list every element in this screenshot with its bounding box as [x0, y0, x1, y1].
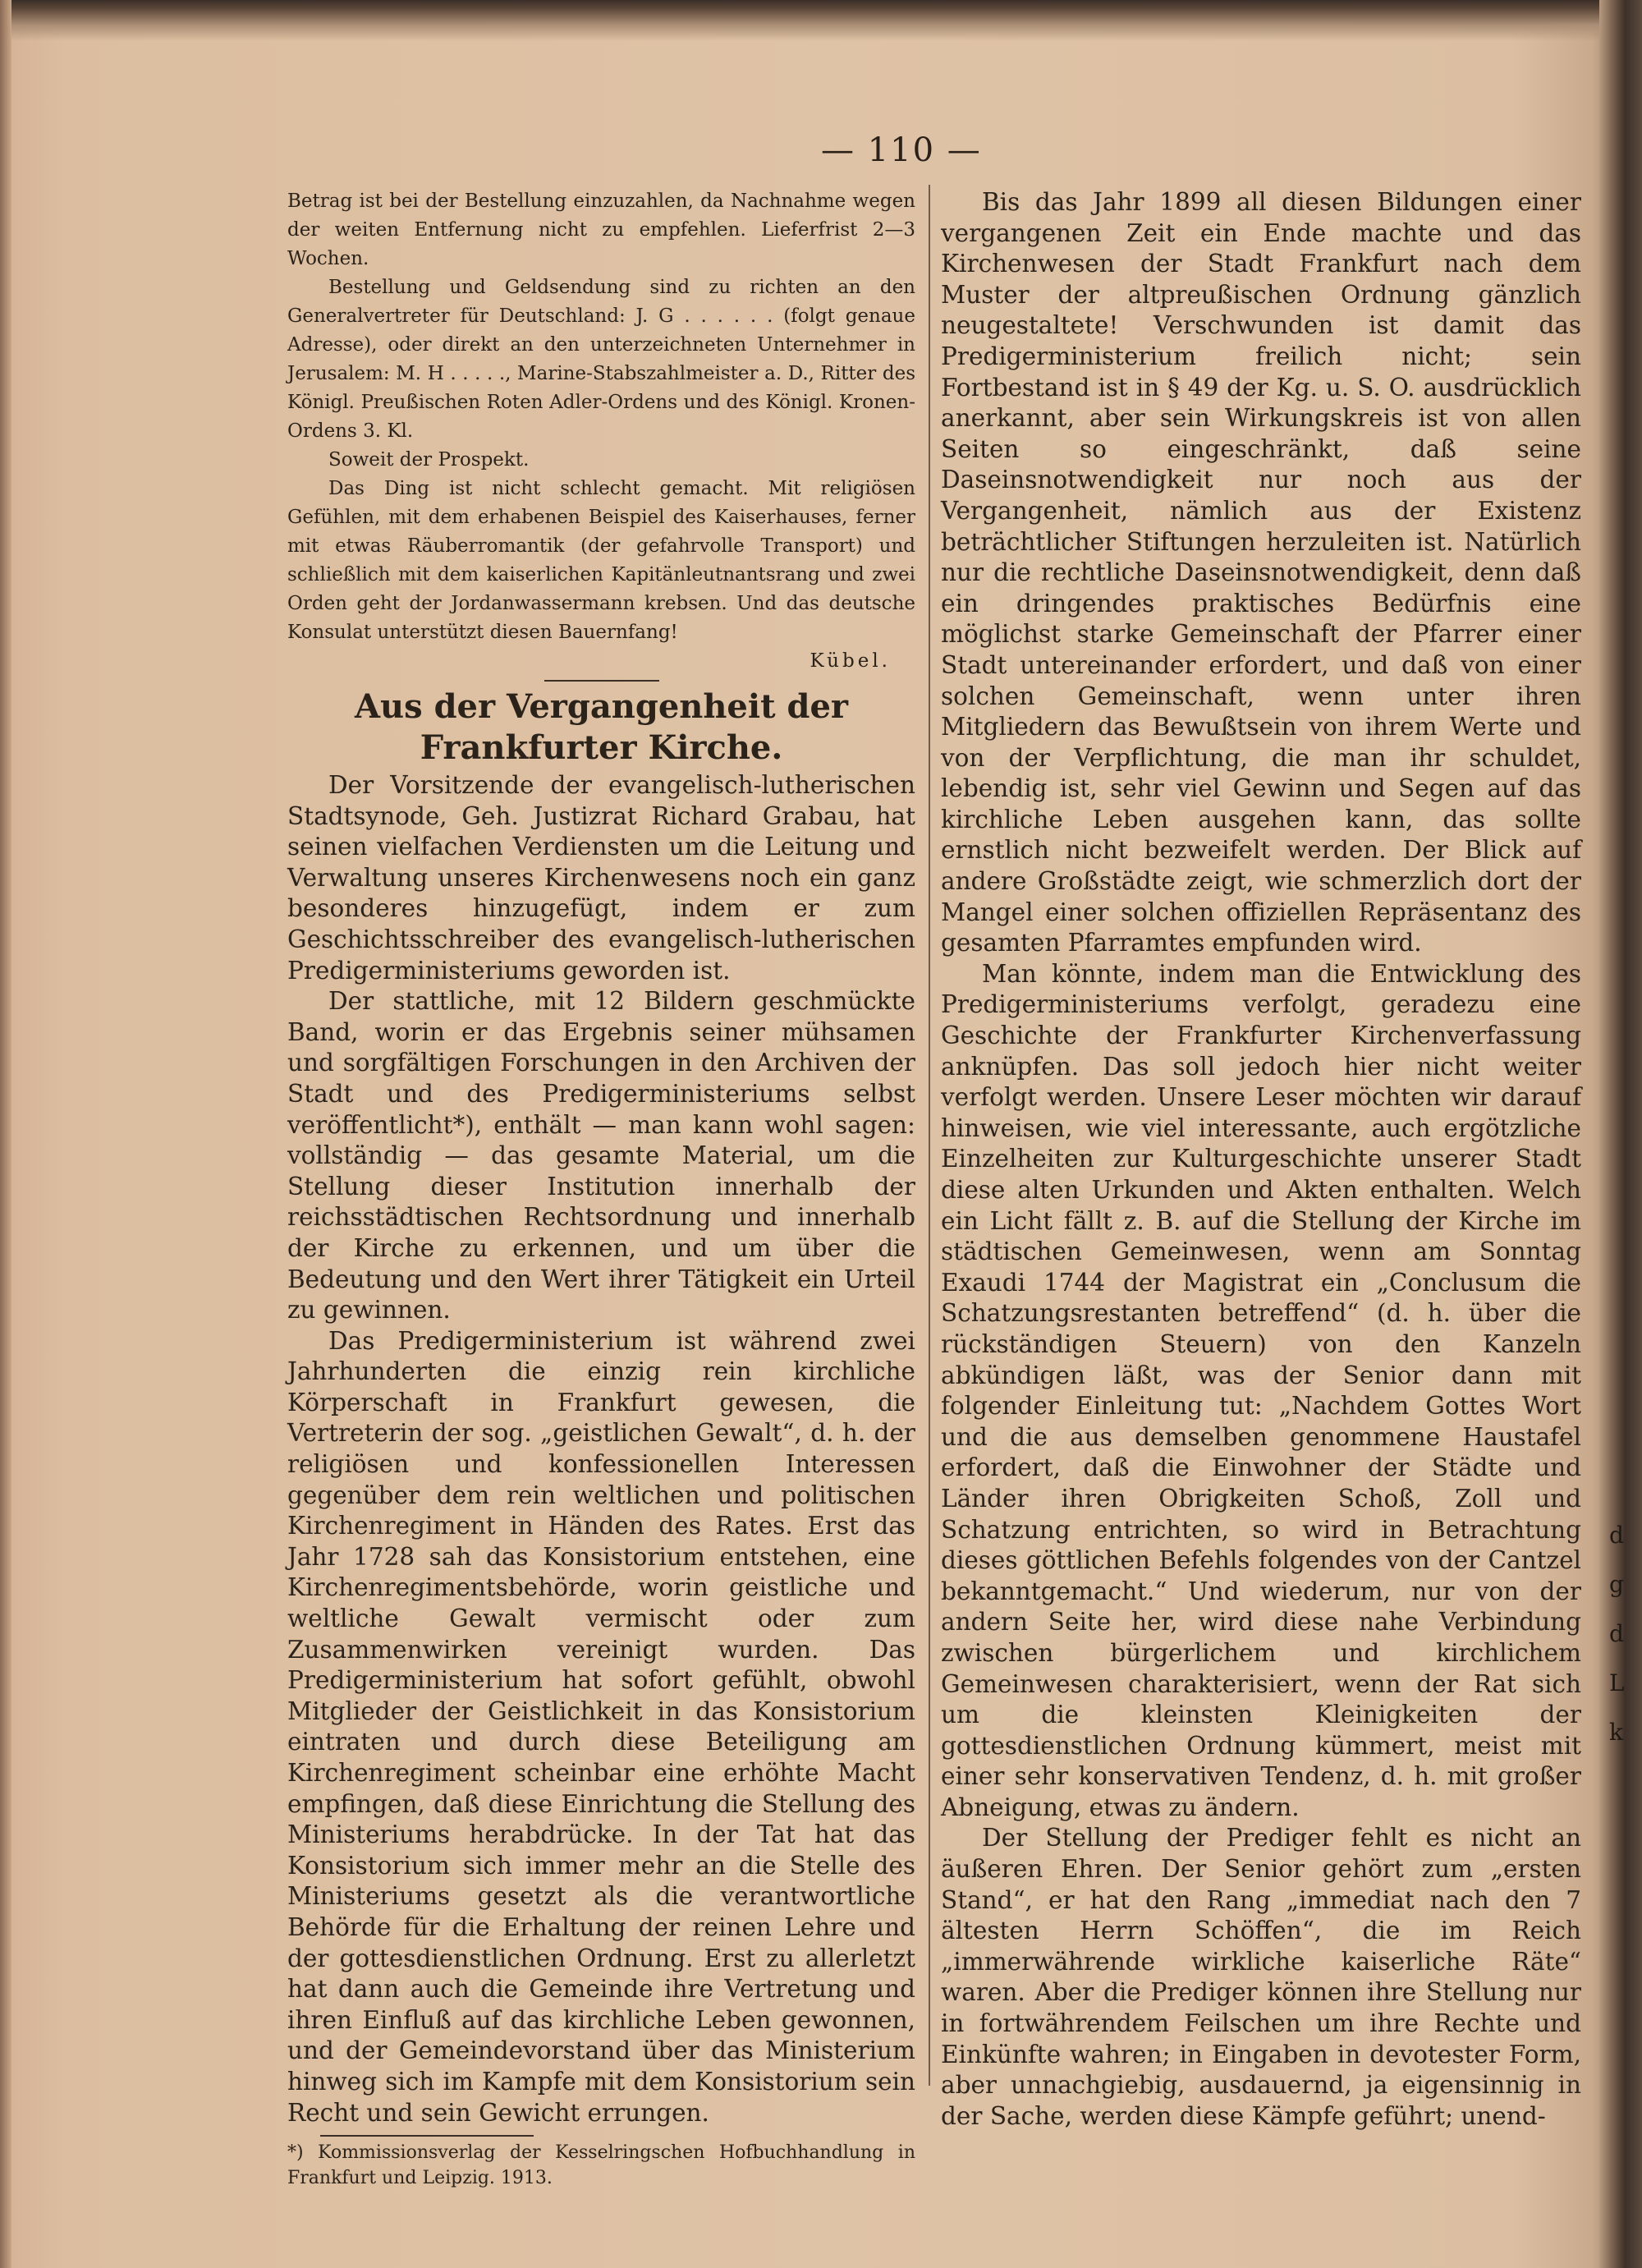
margin-fragment: d — [1609, 1522, 1624, 1549]
body-paragraph: Bis das Jahr 1899 all diesen Bildungen einer vergangenen Zeit ein Ende machte und das Kirchenwesen der Stadt Frankfurt nach dem Muster der altpreußischen Ordnung gänzlich neugestaltete! Verschwunden ist damit das Predigerministerium freilich nicht; sein Fortbestand ist in § 49 der Kg. u. S. O. ausdrücklich anerkannt, aber sein Wirkungskreis ist von allen Seiten so eingeschränkt, daß seine Daseinsnotwendigkeit nur noch aus der Vergangenheit, nämlich aus der Existenz beträchtlicher Stiftungen herzuleiten ist. Natürlich nur die rechtliche Daseinsnotwendigkeit, denn daß ein dringendes praktisches Bedürfnis eine möglichst starke Gemeinschaft der Pfarrer einer Stadt untereinander erfordert, und daß von einer solchen Gemeinschaft, wenn unter ihren Mitgliedern das Bewußtsein von ihrem Werte und von der Verpflichtung, die man ihr schuldet, lebendig ist, sehr viel Gewinn und Segen auf das kirchliche Leben ausgehen kann, das sollte ernstlich nicht bezweifelt werden. Der Blick auf andere Großstädte zeigt, wie schmerzlich dort der Mangel einer solchen offiziellen Repräsentanz des gesamten Pfarramtes empfunden wird. — [941, 188, 1581, 957]
body-paragraph: Der Vorsitzende der evangelisch-lutherischen Stadtsynode, Geh. Justizrat Richard Grabau, hat seinen vielfachen Verdiensten um die Leitung und Verwaltung unseres Kirchenwesens noch ein ganz besonderes hinzugefügt, indem er zum Geschichtsschreiber des evangelisch-lutherischen Predigerministeriums geworden ist. — [287, 771, 915, 985]
margin-fragment: k — [1609, 1719, 1623, 1746]
footnote-divider — [320, 2135, 534, 2137]
scan-top-edge — [0, 0, 1642, 41]
page-gutter-edge — [0, 0, 11, 2268]
margin-fragment: g — [1609, 1571, 1624, 1598]
column-divider — [929, 185, 930, 2086]
section-divider — [544, 680, 659, 682]
next-page-edge — [1599, 0, 1642, 2268]
intro-paragraph: Soweit der Prospekt. — [328, 449, 530, 471]
intro-paragraph: Betrag ist bei der Bestellung einzuzahlen, da Nachnahme wegen der weiten Entfernung nicht zu empfehlen. Lieferfrist 2—3 Wochen. — [287, 191, 915, 269]
body-paragraph: Der Stellung der Prediger fehlt es nicht an äußeren Ehren. Der Senior gehört zum „ersten Stand“, er hat den Rang „immediat nach den 7 ältesten Herrn Schöffen“, die im Reich „immerwährende wirkliche kaiserliche Räte“ waren. Aber die Prediger können ihre Stellung nur in fortwährendem Feilschen um ihre Rechte und Einkünfte wahren; in Eingaben in devotester Form, aber unnachgiebig, ausdauernd, ja eigensinnig in der Sache, werden diese Kämpfe geführt; unend- — [941, 1824, 1581, 2130]
author-signature: Kübel. — [810, 650, 891, 672]
body-paragraph: Man könnte, indem man die Entwicklung des Predigerministeriums verfolgt, geradezu eine Geschichte der Frankfurter Kirchenverfassung anknüpfen. Das soll jedoch hier nicht weiter verfolgt werden. Unsere Leser möchten wir darauf hinweisen, wie viel interessante, auch ergötzliche Einzelheiten zur Kulturgeschichte unserer Stadt diese alten Urkunden und Akten enthalten. Welch ein Licht fällt z. B. auf die Stellung der Kirche im städtischen Gemeinwesen, wenn am Sonntag Exaudi 1744 der Magistrat ein „Conclusum die Schatzungsrestanten betreffend“ (d. h. über die rückständigen Steuern) von den Kanzeln abkündigen läßt, was der Senior dann mit folgender Einleitung tut: „Nachdem Gottes Wort und die aus demselben genommene Haustafel erfordert, daß die Einwohner der Städte und Länder ihren Obrigkeiten Schoß, Zoll und Schatzung entrichten, so wird in Betrachtung dieses göttlichen Befehls folgendes von der Cantzel bekanntgemacht.“ Und wiederum, nur von der andern Seite her, wird diese nahe Verbindung zwischen bürgerlichem und kirchlichem Gemeinwesen charakterisiert, wenn der Rat sich um die kleinsten Kleinigkeiten der gottesdienstlichen Ordnung kümmert, meist mit einer sehr konservativen Tendenz, d. h. mit großer Abneigung, etwas zu ändern. — [941, 959, 1581, 1821]
right-column — [941, 187, 1581, 2132]
margin-fragment: d — [1609, 1620, 1624, 1647]
page-number: — 110 — — [821, 131, 982, 169]
intro-paragraph: Bestellung und Geldsendung sind zu richten an den Generalvertreter für Deutschland: J. G . . . . . . (folgt genaue Adresse), oder direkt an den unterzeichneten Unternehmer in Jerusalem: M. H . . . . ., Marine-Stabszahlmeister a. D., Ritter des Königl. Preußischen Roten Adler-Ordens und des Königl. Kronen-Ordens 3. Kl. — [287, 277, 915, 442]
adjacent-page-fragments — [1609, 1511, 1634, 1757]
footnote: *) Kommissionsverlag der Kesselringschen Hofbuchhandlung in Frankfurt und Leipzig. 1913. — [287, 2142, 915, 2189]
body-paragraph: Das Predigerministerium ist während zwei Jahrhunderten die einzig rein kirchliche Körperschaft in Frankfurt gewesen, die Vertreterin der sog. „geistlichen Gewalt“, d. h. der religiösen und konfessionellen Interessen gegenüber dem rein weltlichen und politischen Kirchenregiment in Händen des Rates. Erst das Jahr 1728 sah das Konsistorium entstehen, eine Kirchenregimentsbehörde, worin geistliche und weltliche Gewalt vermischt oder zum Zusammenwirken vereinigt wurden. Das Predigerministerium hat sofort gefühlt, obwohl Mitglieder der Geistlichkeit in das Konsistorium eintraten und durch diese Beteiligung am Kirchenregiment scheinbar eine erhöhte Macht empfingen, daß diese Einrichtung die Stellung des Ministeriums herabdrücke. In der Tat hat das Konsistorium sich immer mehr an die Stelle des Ministeriums gesetzt als die verantwortliche Behörde für die Erhaltung der reinen Lehre und der gottesdienstlichen Ordnung. Erst zu allerletzt hat dann auch die Gemeinde ihre Vertretung und ihren Einfluß auf das kirchliche Leben gewonnen, und der Gemeindevorstand über das Ministerium hinweg sich im Kampfe mit dem Konsistorium sein Recht und sein Gewicht errungen. — [287, 1326, 915, 2127]
body-paragraph: Der stattliche, mit 12 Bildern geschmückte Band, worin er das Ergebnis seiner mühsamen und sorgfältigen Forschungen in den Archiven der Stadt und des Predigerministeriums selbst veröffentlicht*), enthält — man kann wohl sagen: vollständig — das gesamte Material, um die Stellung dieser Institution innerhalb der reichsstädtischen Rechtsordnung und innerhalb der Kirche zu erkennen, und um über die Bedeutung und den Wert ihrer Tätigkeit ein Urteil zu gewinnen. — [287, 987, 915, 1325]
margin-fragment: L — [1609, 1669, 1625, 1696]
article-heading: Aus der Vergangenheit der Frankfurter Kirche. — [355, 687, 848, 767]
intro-paragraph: Das Ding ist nicht schlecht gemacht. Mit religiösen Gefühlen, mit dem erhabenen Beispiel des Kaiserhauses, ferner mit etwas Räuberromantik (der gefahrvolle Transport) und schließlich mit dem kaiserlichen Kapitänleutnantsrang und zwei Orden geht der Jordanwassermann krebsen. Und das deutsche Konsulat unterstützt diesen Bauernfang! — [287, 478, 915, 643]
left-column — [287, 187, 915, 2191]
